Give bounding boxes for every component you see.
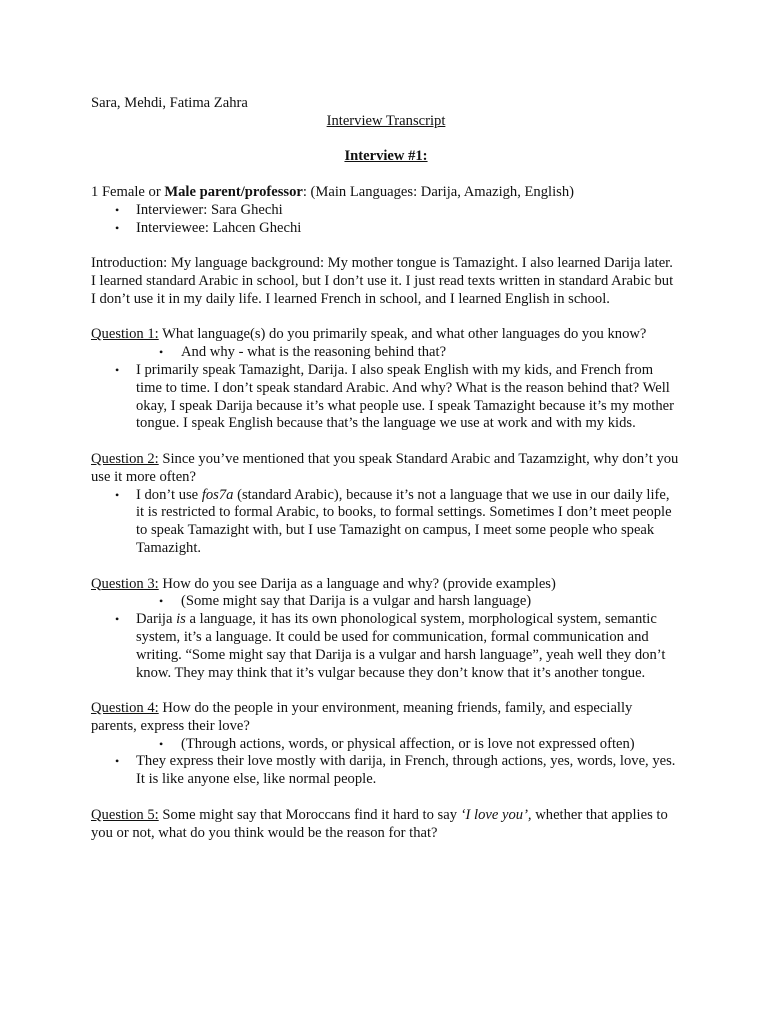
- question-3: Question 3: How do you see Darija as a language and why? (provide examples): [91, 575, 556, 592]
- question-4: Question 4: How do the people in your environment, meaning friends, family, and especially parents, express their love?: [91, 700, 633, 734]
- question-4-subprompt: • (Through actions, words, or physical affection, or is love not expressed often): [91, 736, 681, 754]
- introduction-paragraph: Introduction: My language background: My mother tongue is Tamazight. I also learned Darija later. I learned standard Arabic in school, but I don’t use it. I just read texts written in standard Arabic but I don’t use it in my daily life. I learned French in school, and I learned English in school.: [91, 255, 674, 307]
- participants-list: [91, 202, 681, 238]
- answer-4: • They express their love mostly with darija, in French, through actions, yes, words, love, yes. It is like anyone else, like normal people.: [91, 753, 681, 789]
- answer-1: • I primarily speak Tamazight, Darija. I also speak English with my kids, and French from time to time. I don’t speak standard Arabic. And why? What is the reason behind that? Well okay, I speak Darija because it’s what people use. I speak Tamazight because it’s my mother tongue. I speak English because that’s the language we use at work and with my kids.: [91, 362, 681, 433]
- question-3-subprompt: • (Some might say that Darija is a vulgar and harsh language): [91, 593, 681, 611]
- question-5: Question 5: Some might say that Moroccans find it hard to say ‘I love you’, whether that applies to you or not, what do you think would be the reason for that?: [91, 806, 668, 841]
- question-2: Question 2: Since you’ve mentioned that you speak Standard Arabic and Tazamzight, why don’t you use it more often?: [91, 450, 679, 485]
- question-1: Question 1: What language(s) do you primarily speak, and what other languages do you know?: [91, 326, 647, 343]
- list-item: • Interviewee: Lahcen Ghechi: [91, 220, 681, 238]
- participant-type-line: 1 Female or Male parent/professor: (Main Languages: Darija, Amazigh, English): [91, 183, 574, 200]
- document-title: [91, 113, 681, 131]
- answer-3: • Darija is a language, it has its own phonological system, morphological system, semantic system, it’s a language. It could be used for communication, formal communication and writing. “Some might say that Darija is a vulgar and harsh language”, yeah well they don’t know. They may think that it’s vulgar because they don’t know that it’s another tongue.: [91, 611, 681, 682]
- document-page: [91, 95, 681, 842]
- interview-heading: [91, 148, 681, 166]
- interview-heading-text: Interview #1:: [344, 148, 428, 165]
- document-title-text: Interview Transcript: [326, 112, 446, 129]
- authors-line: Sara, Mehdi, Fatima Zahra: [91, 95, 248, 111]
- list-item: • Interviewer: Sara Ghechi: [91, 202, 681, 220]
- question-1-subprompt: • And why - what is the reasoning behind that?: [91, 344, 681, 362]
- answer-2: • I don’t use fos7a (standard Arabic), because it’s not a language that we use in our daily life, it is restricted to formal Arabic, to books, to formal settings. Sometimes I don’t meet people to speak Tamazight with, but I use Tamazight on campus, I meet some people who speak Tamazight.: [91, 487, 681, 558]
